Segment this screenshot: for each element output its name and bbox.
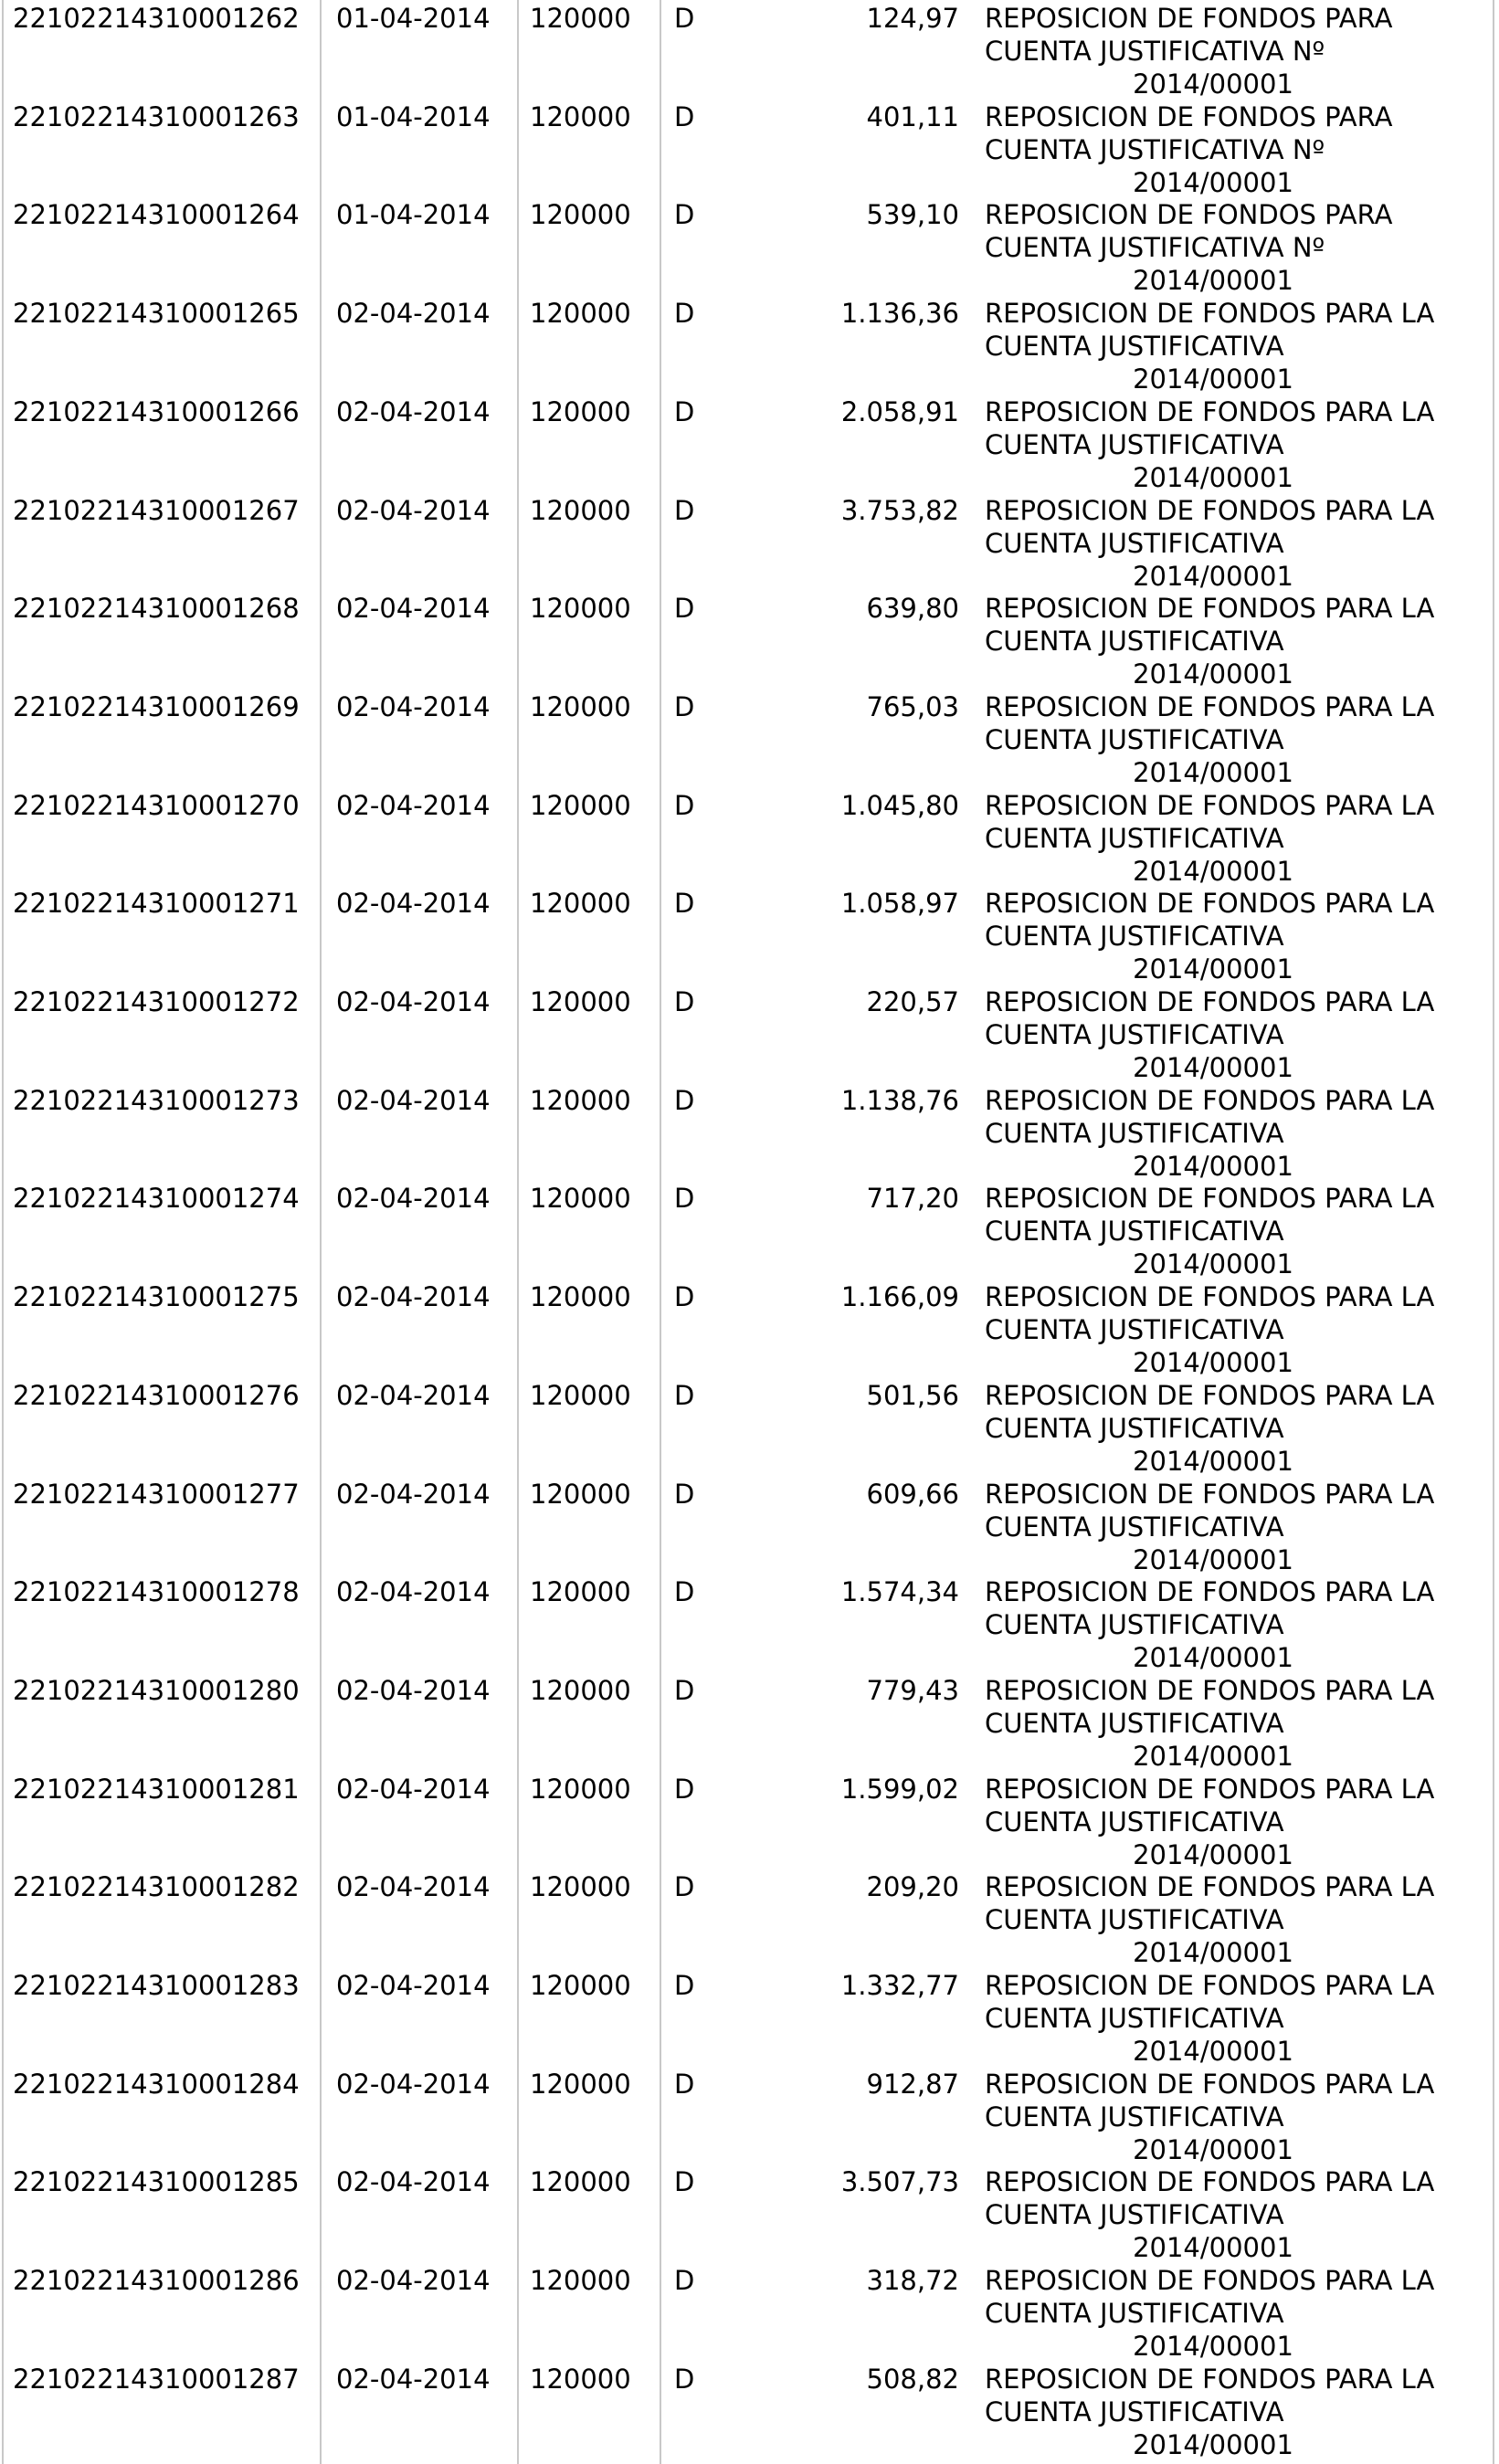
description-line: CUENTA JUSTIFICATIVA xyxy=(985,1314,1284,1346)
description xyxy=(985,789,1496,888)
account-code: 120000 xyxy=(530,888,631,920)
table-row xyxy=(0,1280,1499,1379)
description-line: 2014/00001 xyxy=(1133,1937,1293,1969)
amount: 3.753,82 xyxy=(840,494,959,526)
debit-credit-flag: D xyxy=(674,100,695,132)
description xyxy=(985,1084,1496,1183)
table-row xyxy=(0,2264,1499,2363)
entry-date: 02-04-2014 xyxy=(336,1674,491,1706)
entry-number: 22102214310001262 xyxy=(13,3,300,34)
debit-credit-flag: D xyxy=(674,986,695,1017)
entry-number: 22102214310001282 xyxy=(13,1871,300,1903)
description-line: 2014/00001 xyxy=(1133,1740,1293,1772)
account-code: 120000 xyxy=(530,2166,631,2198)
account-code: 120000 xyxy=(530,395,631,427)
entry-date: 02-04-2014 xyxy=(336,789,491,821)
description xyxy=(985,2264,1496,2363)
description-line: 2014/00001 xyxy=(1133,1052,1293,1083)
entry-date: 02-04-2014 xyxy=(336,690,491,722)
description-line: CUENTA JUSTIFICATIVA xyxy=(985,2101,1284,2132)
description xyxy=(985,1969,1496,2068)
entry-number: 22102214310001267 xyxy=(13,494,300,526)
description-line: 2014/00001 xyxy=(1133,2232,1293,2264)
debit-credit-flag: D xyxy=(674,1478,695,1510)
description-line: CUENTA JUSTIFICATIVA xyxy=(985,822,1284,854)
description-line: CUENTA JUSTIFICATIVA xyxy=(985,1511,1284,1543)
description-line: CUENTA JUSTIFICATIVA xyxy=(985,723,1284,755)
account-code: 120000 xyxy=(530,1576,631,1608)
account-code: 120000 xyxy=(530,1281,631,1313)
amount: 717,20 xyxy=(866,1183,959,1215)
description-line: 2014/00001 xyxy=(1133,2331,1293,2363)
account-code: 120000 xyxy=(530,1379,631,1411)
account-code: 120000 xyxy=(530,1183,631,1215)
amount: 609,66 xyxy=(866,1478,959,1510)
debit-credit-flag: D xyxy=(674,2265,695,2297)
debit-credit-flag: D xyxy=(674,1970,695,2001)
amount: 1.599,02 xyxy=(840,1773,959,1805)
description-line: CUENTA JUSTIFICATIVA xyxy=(985,1117,1284,1149)
description-line: 2014/00001 xyxy=(1133,2036,1293,2067)
debit-credit-flag: D xyxy=(674,1674,695,1706)
table-row xyxy=(0,1379,1499,1478)
account-code: 120000 xyxy=(530,1773,631,1805)
description xyxy=(985,297,1496,395)
entry-number: 22102214310001287 xyxy=(13,2363,300,2395)
description xyxy=(985,198,1496,297)
description-line: 2014/00001 xyxy=(1133,2133,1293,2165)
description-line: REPOSICION DE FONDOS PARA LA xyxy=(985,298,1435,330)
description-line: 2014/00001 xyxy=(1133,953,1293,985)
entry-number: 22102214310001275 xyxy=(13,1281,300,1313)
table-row xyxy=(0,1674,1499,1773)
description-line: REPOSICION DE FONDOS PARA LA xyxy=(985,690,1435,722)
entry-date: 02-04-2014 xyxy=(336,298,491,330)
amount: 539,10 xyxy=(866,199,959,231)
amount: 124,97 xyxy=(866,3,959,34)
description-line: 2014/00001 xyxy=(1133,756,1293,788)
debit-credit-flag: D xyxy=(674,1576,695,1608)
table-row xyxy=(0,1870,1499,1969)
account-code: 120000 xyxy=(530,2068,631,2100)
description-line: 2014/00001 xyxy=(1133,658,1293,690)
table-row xyxy=(0,2,1499,100)
description-line: CUENTA JUSTIFICATIVA xyxy=(985,1216,1284,1248)
entry-number: 22102214310001265 xyxy=(13,298,300,330)
description-line: REPOSICION DE FONDOS PARA LA xyxy=(985,2265,1435,2297)
entry-date: 02-04-2014 xyxy=(336,1183,491,1215)
description-line: 2014/00001 xyxy=(1133,1543,1293,1575)
amount: 1.332,77 xyxy=(840,1970,959,2001)
debit-credit-flag: D xyxy=(674,1379,695,1411)
table-row xyxy=(0,690,1499,789)
description-line: CUENTA JUSTIFICATIVA Nº xyxy=(985,36,1325,67)
entry-date: 02-04-2014 xyxy=(336,395,491,427)
table-row xyxy=(0,1575,1499,1674)
table-row xyxy=(0,2363,1499,2461)
description xyxy=(985,100,1496,199)
account-code: 120000 xyxy=(530,100,631,132)
description-line: CUENTA JUSTIFICATIVA Nº xyxy=(985,133,1325,165)
entry-number: 22102214310001285 xyxy=(13,2166,300,2198)
description-line: REPOSICION DE FONDOS PARA LA xyxy=(985,1379,1435,1411)
description-line: 2014/00001 xyxy=(1133,166,1293,198)
description-line: REPOSICION DE FONDOS PARA LA xyxy=(985,2068,1435,2100)
description-line: 2014/00001 xyxy=(1133,461,1293,493)
description-line: CUENTA JUSTIFICATIVA xyxy=(985,2396,1284,2427)
amount: 1.058,97 xyxy=(840,888,959,920)
description-line: CUENTA JUSTIFICATIVA xyxy=(985,2199,1284,2231)
table-row xyxy=(0,100,1499,199)
description xyxy=(985,1674,1496,1773)
entry-date: 02-04-2014 xyxy=(336,593,491,625)
account-code: 120000 xyxy=(530,1084,631,1116)
description-line: CUENTA JUSTIFICATIVA xyxy=(985,1609,1284,1641)
description-line: REPOSICION DE FONDOS PARA xyxy=(985,199,1393,231)
amount: 1.136,36 xyxy=(840,298,959,330)
entry-number: 22102214310001284 xyxy=(13,2068,300,2100)
amount: 3.507,73 xyxy=(840,2166,959,2198)
description-line: CUENTA JUSTIFICATIVA xyxy=(985,626,1284,658)
debit-credit-flag: D xyxy=(674,494,695,526)
description xyxy=(985,592,1496,690)
description xyxy=(985,1478,1496,1576)
description-line: CUENTA JUSTIFICATIVA xyxy=(985,2298,1284,2330)
description-line: 2014/00001 xyxy=(1133,1248,1293,1280)
debit-credit-flag: D xyxy=(674,2363,695,2395)
amount: 508,82 xyxy=(866,2363,959,2395)
description-line: CUENTA JUSTIFICATIVA xyxy=(985,1707,1284,1739)
entry-date: 02-04-2014 xyxy=(336,1773,491,1805)
debit-credit-flag: D xyxy=(674,690,695,722)
description xyxy=(985,1575,1496,1674)
amount: 912,87 xyxy=(866,2068,959,2100)
description-line: CUENTA JUSTIFICATIVA xyxy=(985,921,1284,953)
table-row xyxy=(0,592,1499,690)
description xyxy=(985,2363,1496,2461)
account-code: 120000 xyxy=(530,1871,631,1903)
amount: 1.045,80 xyxy=(840,789,959,821)
account-code: 120000 xyxy=(530,298,631,330)
description-line: 2014/00001 xyxy=(1133,68,1293,100)
account-code: 120000 xyxy=(530,986,631,1017)
description-line: REPOSICION DE FONDOS PARA LA xyxy=(985,1773,1435,1805)
description xyxy=(985,985,1496,1084)
description-line: REPOSICION DE FONDOS PARA LA xyxy=(985,494,1435,526)
description-line: REPOSICION DE FONDOS PARA xyxy=(985,100,1393,132)
entry-date: 01-04-2014 xyxy=(336,199,491,231)
description-line: 2014/00001 xyxy=(1133,1642,1293,1674)
debit-credit-flag: D xyxy=(674,1281,695,1313)
table-row xyxy=(0,789,1499,888)
account-code: 120000 xyxy=(530,789,631,821)
description xyxy=(985,2165,1496,2264)
description-line: REPOSICION DE FONDOS PARA LA xyxy=(985,1478,1435,1510)
table-row xyxy=(0,1478,1499,1576)
description-line: 2014/00001 xyxy=(1133,2428,1293,2460)
description-line: REPOSICION DE FONDOS PARA LA xyxy=(985,2166,1435,2198)
description xyxy=(985,887,1496,985)
table-row xyxy=(0,985,1499,1084)
description xyxy=(985,395,1496,494)
debit-credit-flag: D xyxy=(674,199,695,231)
description-line: REPOSICION DE FONDOS PARA LA xyxy=(985,1970,1435,2001)
description xyxy=(985,2068,1496,2166)
table-row xyxy=(0,297,1499,395)
description-line: 2014/00001 xyxy=(1133,265,1293,297)
description-line: 2014/00001 xyxy=(1133,363,1293,395)
description-line: REPOSICION DE FONDOS PARA LA xyxy=(985,789,1435,821)
entry-date: 02-04-2014 xyxy=(336,494,491,526)
entry-date: 01-04-2014 xyxy=(336,100,491,132)
amount: 639,80 xyxy=(866,593,959,625)
amount: 765,03 xyxy=(866,690,959,722)
description xyxy=(985,494,1496,593)
description-line: CUENTA JUSTIFICATIVA xyxy=(985,331,1284,363)
description-line: CUENTA JUSTIFICATIVA xyxy=(985,1019,1284,1050)
entry-date: 02-04-2014 xyxy=(336,2166,491,2198)
entry-number: 22102214310001264 xyxy=(13,199,300,231)
account-code: 120000 xyxy=(530,690,631,722)
description-line: 2014/00001 xyxy=(1133,560,1293,592)
debit-credit-flag: D xyxy=(674,2068,695,2100)
description-line: REPOSICION DE FONDOS PARA LA xyxy=(985,2363,1435,2395)
debit-credit-flag: D xyxy=(674,1871,695,1903)
entry-date: 02-04-2014 xyxy=(336,1871,491,1903)
debit-credit-flag: D xyxy=(674,395,695,427)
entry-number: 22102214310001269 xyxy=(13,690,300,722)
entry-number: 22102214310001286 xyxy=(13,2265,300,2297)
entry-number: 22102214310001268 xyxy=(13,593,300,625)
description-line: CUENTA JUSTIFICATIVA Nº xyxy=(985,232,1325,264)
description xyxy=(985,1182,1496,1280)
entry-date: 02-04-2014 xyxy=(336,2363,491,2395)
amount: 2.058,91 xyxy=(840,395,959,427)
description-line: 2014/00001 xyxy=(1133,1445,1293,1477)
account-code: 120000 xyxy=(530,494,631,526)
description-line: REPOSICION DE FONDOS PARA LA xyxy=(985,395,1435,427)
table-row xyxy=(0,1084,1499,1183)
account-code: 120000 xyxy=(530,1674,631,1706)
debit-credit-flag: D xyxy=(674,888,695,920)
entry-date: 02-04-2014 xyxy=(336,1478,491,1510)
entry-number: 22102214310001271 xyxy=(13,888,300,920)
description-line: CUENTA JUSTIFICATIVA xyxy=(985,1904,1284,1936)
description-line: REPOSICION DE FONDOS PARA LA xyxy=(985,888,1435,920)
debit-credit-flag: D xyxy=(674,3,695,34)
table-row xyxy=(0,1969,1499,2068)
debit-credit-flag: D xyxy=(674,789,695,821)
description-line: 2014/00001 xyxy=(1133,1838,1293,1870)
amount: 401,11 xyxy=(866,100,959,132)
debit-credit-flag: D xyxy=(674,1773,695,1805)
amount: 1.166,09 xyxy=(840,1281,959,1313)
entry-date: 02-04-2014 xyxy=(336,1576,491,1608)
account-code: 120000 xyxy=(530,1970,631,2001)
table-row xyxy=(0,2165,1499,2264)
amount: 779,43 xyxy=(866,1674,959,1706)
description-line: REPOSICION DE FONDOS PARA LA xyxy=(985,1674,1435,1706)
entry-number: 22102214310001281 xyxy=(13,1773,300,1805)
description-line: CUENTA JUSTIFICATIVA xyxy=(985,527,1284,559)
entry-number: 22102214310001277 xyxy=(13,1478,300,1510)
account-code: 120000 xyxy=(530,3,631,34)
entry-number: 22102214310001276 xyxy=(13,1379,300,1411)
description xyxy=(985,2,1496,100)
description-line: 2014/00001 xyxy=(1133,1347,1293,1379)
debit-credit-flag: D xyxy=(674,1084,695,1116)
description xyxy=(985,1280,1496,1379)
entry-date: 02-04-2014 xyxy=(336,1281,491,1313)
description-line: REPOSICION DE FONDOS PARA LA xyxy=(985,1281,1435,1313)
description xyxy=(985,1773,1496,1871)
account-code: 120000 xyxy=(530,1478,631,1510)
description xyxy=(985,1379,1496,1478)
description-line: CUENTA JUSTIFICATIVA xyxy=(985,1806,1284,1837)
description xyxy=(985,690,1496,789)
description-line: REPOSICION DE FONDOS PARA LA xyxy=(985,1084,1435,1116)
entry-number: 22102214310001280 xyxy=(13,1674,300,1706)
table-row xyxy=(0,2068,1499,2166)
description-line: CUENTA JUSTIFICATIVA xyxy=(985,428,1284,460)
description-line: 2014/00001 xyxy=(1133,855,1293,887)
entry-date: 02-04-2014 xyxy=(336,888,491,920)
description-line: REPOSICION DE FONDOS PARA LA xyxy=(985,1871,1435,1903)
entry-number: 22102214310001263 xyxy=(13,100,300,132)
debit-credit-flag: D xyxy=(674,593,695,625)
account-code: 120000 xyxy=(530,2363,631,2395)
account-code: 120000 xyxy=(530,593,631,625)
description-line: 2014/00001 xyxy=(1133,1150,1293,1182)
account-code: 120000 xyxy=(530,199,631,231)
table-row xyxy=(0,1182,1499,1280)
amount: 318,72 xyxy=(866,2265,959,2297)
account-code: 120000 xyxy=(530,2265,631,2297)
table-row xyxy=(0,395,1499,494)
entry-date: 01-04-2014 xyxy=(336,3,491,34)
entry-number: 22102214310001273 xyxy=(13,1084,300,1116)
description-line: REPOSICION DE FONDOS PARA LA xyxy=(985,986,1435,1017)
entry-number: 22102214310001278 xyxy=(13,1576,300,1608)
entry-number: 22102214310001272 xyxy=(13,986,300,1017)
description-line: REPOSICION DE FONDOS PARA xyxy=(985,3,1393,34)
entry-number: 22102214310001270 xyxy=(13,789,300,821)
debit-credit-flag: D xyxy=(674,298,695,330)
table-row xyxy=(0,1773,1499,1871)
entry-date: 02-04-2014 xyxy=(336,1379,491,1411)
entry-number: 22102214310001283 xyxy=(13,1970,300,2001)
entry-number: 22102214310001274 xyxy=(13,1183,300,1215)
entry-date: 02-04-2014 xyxy=(336,2068,491,2100)
table-row xyxy=(0,887,1499,985)
amount: 501,56 xyxy=(866,1379,959,1411)
description-line: REPOSICION DE FONDOS PARA LA xyxy=(985,1576,1435,1608)
description-line: REPOSICION DE FONDOS PARA LA xyxy=(985,1183,1435,1215)
description-line: CUENTA JUSTIFICATIVA xyxy=(985,2003,1284,2034)
entry-date: 02-04-2014 xyxy=(336,2265,491,2297)
debit-credit-flag: D xyxy=(674,2166,695,2198)
amount: 1.138,76 xyxy=(840,1084,959,1116)
table-row xyxy=(0,494,1499,593)
amount: 220,57 xyxy=(866,986,959,1017)
table-row xyxy=(0,198,1499,297)
entry-number: 22102214310001266 xyxy=(13,395,300,427)
description-line: REPOSICION DE FONDOS PARA LA xyxy=(985,593,1435,625)
description xyxy=(985,1870,1496,1969)
amount: 209,20 xyxy=(866,1871,959,1903)
entry-date: 02-04-2014 xyxy=(336,1970,491,2001)
debit-credit-flag: D xyxy=(674,1183,695,1215)
description-line: CUENTA JUSTIFICATIVA xyxy=(985,1412,1284,1444)
entry-date: 02-04-2014 xyxy=(336,986,491,1017)
entry-date: 02-04-2014 xyxy=(336,1084,491,1116)
amount: 1.574,34 xyxy=(840,1576,959,1608)
